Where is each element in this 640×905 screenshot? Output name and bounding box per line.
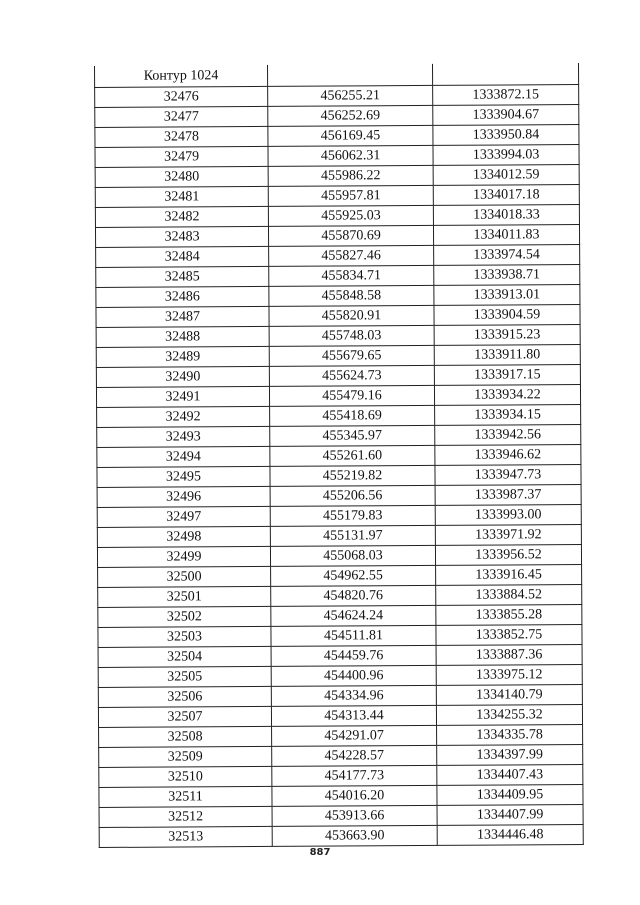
y-coordinate-cell: 1333956.52 xyxy=(435,545,581,566)
point-number-cell: 32500 xyxy=(98,566,271,587)
x-coordinate-cell: 455261.60 xyxy=(270,445,435,466)
point-number-cell: 32480 xyxy=(95,166,268,187)
y-coordinate-cell: 1334255.32 xyxy=(436,705,582,726)
table-row xyxy=(99,785,583,808)
y-coordinate-cell: 1333904.67 xyxy=(433,105,579,126)
x-coordinate-cell: 455179.83 xyxy=(270,505,435,526)
table-row xyxy=(98,705,582,728)
table-row xyxy=(97,465,581,488)
y-coordinate-cell: 1333934.15 xyxy=(435,405,581,426)
coordinates-table-body xyxy=(94,63,583,847)
y-coordinate-cell: 1333887.36 xyxy=(436,645,582,666)
point-number-cell: 32508 xyxy=(99,726,272,747)
x-coordinate-cell: 454511.81 xyxy=(271,625,436,646)
point-number-cell: 32507 xyxy=(98,706,271,727)
table-row xyxy=(95,125,579,148)
point-number-cell: 32482 xyxy=(95,206,268,227)
table-row xyxy=(97,545,581,568)
table-row xyxy=(98,625,582,648)
point-number-cell: 32488 xyxy=(96,326,269,347)
table-row xyxy=(98,605,582,628)
table-row xyxy=(99,765,583,788)
y-coordinate-cell: 1333987.37 xyxy=(435,485,581,506)
x-coordinate-cell: 453913.66 xyxy=(272,805,437,826)
y-coordinate-cell: 1333974.54 xyxy=(434,245,580,266)
point-number-cell: 32492 xyxy=(97,406,270,427)
y-coordinate-cell: 1333872.15 xyxy=(433,85,579,106)
x-coordinate-cell: 454962.55 xyxy=(271,565,436,586)
point-number-cell: 32503 xyxy=(98,626,271,647)
coordinates-table xyxy=(94,63,584,848)
table-row xyxy=(97,485,581,508)
x-coordinate-cell: 454400.96 xyxy=(271,665,436,686)
x-coordinate-cell: 455957.81 xyxy=(268,185,433,206)
y-coordinate-cell: 1333852.75 xyxy=(436,625,582,646)
y-coordinate-cell: 1333938.71 xyxy=(434,265,580,286)
y-coordinate-cell: 1333911.80 xyxy=(434,345,580,366)
point-number-cell: 32498 xyxy=(97,526,270,547)
point-number-cell: 32491 xyxy=(96,386,269,407)
point-number-cell: 32511 xyxy=(99,786,272,807)
y-coordinate-cell: 1333994.03 xyxy=(433,145,579,166)
x-coordinate-cell: 455068.03 xyxy=(270,545,435,566)
point-number-cell: 32490 xyxy=(96,366,269,387)
y-coordinate-cell: 1334335.78 xyxy=(437,725,583,746)
point-number-cell: 32496 xyxy=(97,486,270,507)
table-row xyxy=(96,285,580,308)
point-number-cell: 32506 xyxy=(98,686,271,707)
point-number-cell: 32493 xyxy=(97,426,270,447)
x-coordinate-cell: 455131.97 xyxy=(270,525,435,546)
y-coordinate-cell: 1333946.62 xyxy=(435,445,581,466)
point-number-cell: 32495 xyxy=(97,466,270,487)
x-coordinate-cell: 455418.69 xyxy=(270,405,435,426)
table-row xyxy=(95,185,579,208)
point-number-cell: 32513 xyxy=(99,826,272,847)
y-coordinate-cell: 1333904.59 xyxy=(434,305,580,326)
y-coordinate-cell: 1333947.73 xyxy=(435,465,581,486)
x-coordinate-cell: 454291.07 xyxy=(272,725,437,746)
y-coordinate-cell: 1333975.12 xyxy=(436,665,582,686)
point-number-cell: 32486 xyxy=(96,286,269,307)
x-coordinate-cell: 455827.46 xyxy=(269,245,434,266)
table-row xyxy=(95,85,579,108)
x-coordinate-cell: 455219.82 xyxy=(270,465,435,486)
x-coordinate-cell: 455986.22 xyxy=(268,165,433,186)
x-coordinate-cell: 456169.45 xyxy=(268,125,433,146)
y-coordinate-cell: 1333934.22 xyxy=(434,385,580,406)
table-header-row xyxy=(94,63,578,87)
contour-label: Контур 1024 xyxy=(94,65,267,88)
y-coordinate-cell: 1333942.56 xyxy=(435,425,581,446)
y-coordinate-cell: 1334409.95 xyxy=(437,785,583,806)
table-row xyxy=(99,725,583,748)
point-number-cell: 32487 xyxy=(96,306,269,327)
point-number-cell: 32478 xyxy=(95,126,268,147)
point-number-cell: 32476 xyxy=(95,86,268,107)
point-number-cell: 32497 xyxy=(97,506,270,527)
header-cell-y xyxy=(432,63,578,85)
x-coordinate-cell: 455870.69 xyxy=(268,225,433,246)
x-coordinate-cell: 456252.69 xyxy=(268,105,433,126)
x-coordinate-cell: 453663.90 xyxy=(272,825,437,846)
point-number-cell: 32499 xyxy=(97,546,270,567)
x-coordinate-cell: 454820.76 xyxy=(271,585,436,606)
x-coordinate-cell: 455834.71 xyxy=(269,265,434,286)
y-coordinate-cell: 1333916.45 xyxy=(436,565,582,586)
x-coordinate-cell: 455624.73 xyxy=(269,365,434,386)
point-number-cell: 32485 xyxy=(96,266,269,287)
table-row xyxy=(98,565,582,588)
y-coordinate-cell: 1334012.59 xyxy=(433,165,579,186)
table-row xyxy=(99,805,583,828)
x-coordinate-cell: 454016.20 xyxy=(272,785,437,806)
point-number-cell: 32489 xyxy=(96,346,269,367)
page-number: 887 xyxy=(309,847,331,858)
point-number-cell: 32477 xyxy=(95,106,268,127)
table-row xyxy=(97,405,581,428)
table-row xyxy=(95,105,579,128)
y-coordinate-cell: 1334011.83 xyxy=(433,225,579,246)
table-row xyxy=(95,205,579,228)
x-coordinate-cell: 455925.03 xyxy=(268,205,433,226)
x-coordinate-cell: 456062.31 xyxy=(268,145,433,166)
table-row xyxy=(98,585,582,608)
point-number-cell: 32501 xyxy=(98,586,271,607)
y-coordinate-cell: 1334018.33 xyxy=(433,205,579,226)
point-number-cell: 32505 xyxy=(98,666,271,687)
y-coordinate-cell: 1333884.52 xyxy=(436,585,582,606)
table-row xyxy=(95,165,579,188)
table-row xyxy=(96,365,580,388)
table-row xyxy=(98,645,582,668)
point-number-cell: 32509 xyxy=(99,746,272,767)
x-coordinate-cell: 455679.65 xyxy=(269,345,434,366)
table-row xyxy=(97,445,581,468)
table-row xyxy=(99,745,583,768)
table-row xyxy=(95,225,579,248)
y-coordinate-cell: 1333971.92 xyxy=(435,525,581,546)
point-number-cell: 32479 xyxy=(95,146,268,167)
y-coordinate-cell: 1333917.15 xyxy=(434,365,580,386)
table-row xyxy=(96,385,580,408)
x-coordinate-cell: 454313.44 xyxy=(271,705,436,726)
y-coordinate-cell: 1334407.99 xyxy=(437,805,583,826)
table-row xyxy=(96,325,580,348)
table-row xyxy=(96,345,580,368)
point-number-cell: 32504 xyxy=(98,646,271,667)
x-coordinate-cell: 456255.21 xyxy=(268,85,433,106)
x-coordinate-cell: 454624.24 xyxy=(271,605,436,626)
y-coordinate-cell: 1333913.01 xyxy=(434,285,580,306)
table-row xyxy=(96,305,580,328)
table-row xyxy=(97,425,581,448)
point-number-cell: 32512 xyxy=(99,806,272,827)
point-number-cell: 32502 xyxy=(98,606,271,627)
table-row xyxy=(97,525,581,548)
table-row xyxy=(97,505,581,528)
table-row xyxy=(99,825,583,848)
x-coordinate-cell: 455820.91 xyxy=(269,305,434,326)
y-coordinate-cell: 1334446.48 xyxy=(437,825,583,846)
table-row xyxy=(96,245,580,268)
table-row xyxy=(95,145,579,168)
table-row xyxy=(98,665,582,688)
x-coordinate-cell: 455848.58 xyxy=(269,285,434,306)
x-coordinate-cell: 454459.76 xyxy=(271,645,436,666)
x-coordinate-cell: 455479.16 xyxy=(269,385,434,406)
point-number-cell: 32484 xyxy=(96,246,269,267)
y-coordinate-cell: 1333950.84 xyxy=(433,125,579,146)
x-coordinate-cell: 454334.96 xyxy=(271,685,436,706)
y-coordinate-cell: 1333855.28 xyxy=(436,605,582,626)
y-coordinate-cell: 1334017.18 xyxy=(433,185,579,206)
x-coordinate-cell: 454228.57 xyxy=(272,745,437,766)
table-row xyxy=(98,685,582,708)
x-coordinate-cell: 455345.97 xyxy=(270,425,435,446)
table-row xyxy=(96,265,580,288)
y-coordinate-cell: 1334397.99 xyxy=(437,745,583,766)
point-number-cell: 32510 xyxy=(99,766,272,787)
point-number-cell: 32494 xyxy=(97,446,270,467)
x-coordinate-cell: 455206.56 xyxy=(270,485,435,506)
x-coordinate-cell: 455748.03 xyxy=(269,325,434,346)
y-coordinate-cell: 1334407.43 xyxy=(437,765,583,786)
point-number-cell: 32481 xyxy=(95,186,268,207)
y-coordinate-cell: 1333915.23 xyxy=(434,325,580,346)
y-coordinate-cell: 1333993.00 xyxy=(435,505,581,526)
y-coordinate-cell: 1334140.79 xyxy=(436,685,582,706)
x-coordinate-cell: 454177.73 xyxy=(272,765,437,786)
header-cell-x xyxy=(267,64,432,87)
point-number-cell: 32483 xyxy=(95,226,268,247)
